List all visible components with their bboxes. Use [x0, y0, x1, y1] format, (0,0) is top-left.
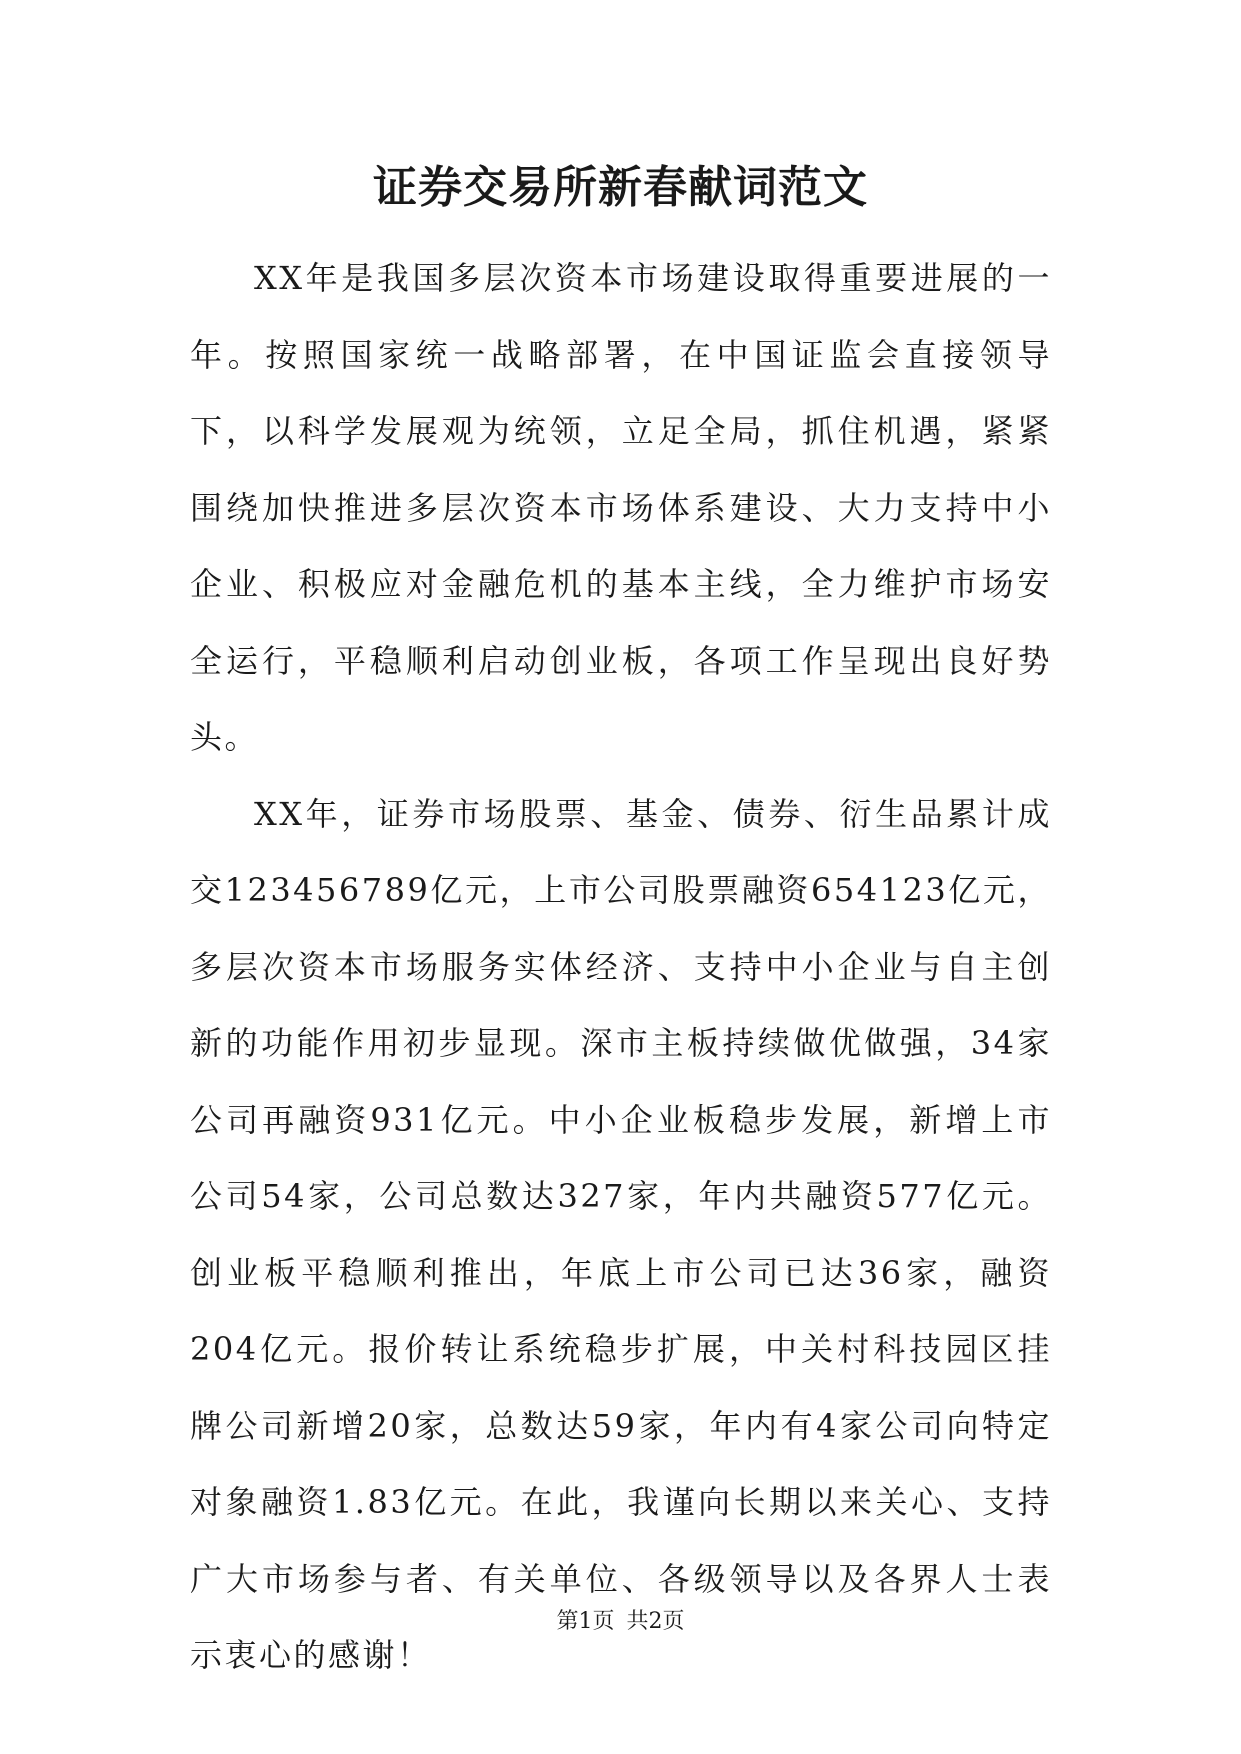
page-footer: [0, 1607, 1241, 1637]
page-number: 第1页: [556, 1609, 615, 1634]
page-total: 共2页: [626, 1609, 685, 1634]
document-title: 证券交易所新春献词范文: [373, 162, 868, 213]
paragraph-1: XX年是我国多层次资本市场建设取得重要进展的一年。按照国家统一战略部署，在中国证监会直接领导下，以科学发展观为统领，立足全局，抓住机遇，紧紧围绕加快推进多层次资本市场体系建设、大力支持中小企业、积极应对金融危机的基本主线，全力维护市场安全运行，平稳顺利启动创业板，各项工作呈现出良好势头。: [190, 259, 1052, 756]
paragraph-2: XX年，证券市场股票、基金、债券、衍生品累计成交123456789亿元，上市公司股票融资654123亿元，多层次资本市场服务实体经济、支持中小企业与自主创新的功能作用初步显现。深市主板持续做优做强，34家公司再融资931亿元。中小企业板稳步发展，新增上市公司54家，公司总数达327家，年内共融资577亿元。创业板平稳顺利推出，年底上市公司已达36家，融资204亿元。报价转让系统稳步扩展，中关村科技园区挂牌公司新增20家，总数达59家，年内有4家公司向特定对象融资1.83亿元。在此，我谨向长期以来关心、支持广大市场参与者、有关单位、各级领导以及各界人士表示衷心的感谢！: [190, 794, 1052, 1674]
document-body: [190, 240, 1052, 1694]
